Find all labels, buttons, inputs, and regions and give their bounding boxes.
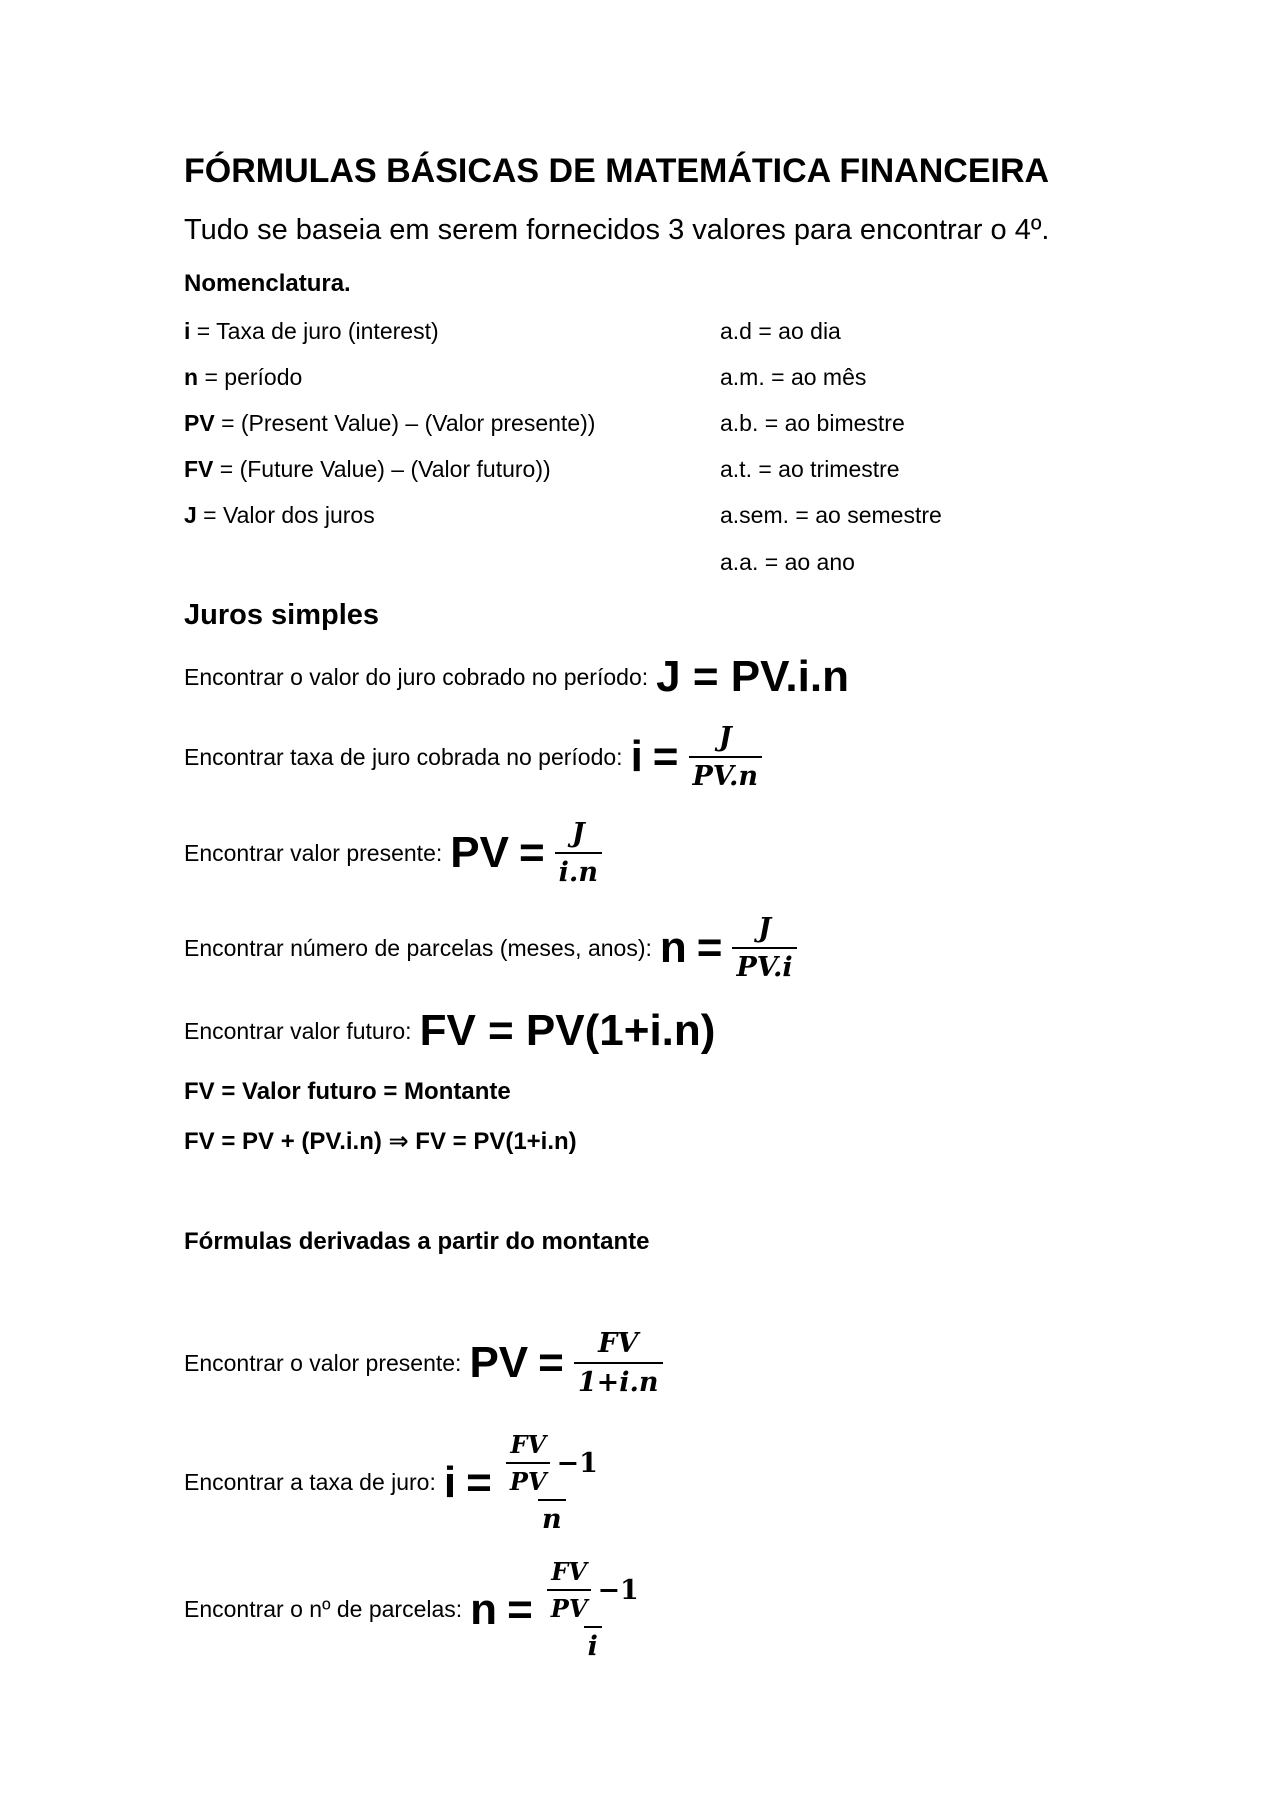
nomenclature-item-n: n = período [184, 364, 303, 390]
montante-derivation: FV = PV + (PV.i.n) ⇒ FV = PV(1+i.n) [184, 1128, 577, 1155]
formula-valor-futuro: Encontrar valor futuro: FV = PV(1+i.n) [184, 1006, 716, 1055]
fraction: $\frac{FV}{PV}$ −1 n [502, 1430, 602, 1535]
formula-juros: Encontrar o valor do juro cobrado no período: J = PV.i.n [184, 652, 849, 701]
period-abbrev-asem: a.sem. = ao semestre [720, 502, 942, 528]
fraction: $\frac{J}{PV.n}$ [689, 722, 763, 792]
nomenclature-item-i: i = Taxa de juro (interest) [184, 318, 439, 344]
simple-interest-heading: Juros simples [184, 599, 380, 631]
derived-formulas-heading: Fórmulas derivadas a partir do montante [184, 1228, 650, 1255]
inner-fraction: $\frac{FV}{PV}$ [506, 1430, 551, 1496]
nomenclature-item-fv: FV = (Future Value) – (Valor futuro)) [184, 456, 551, 482]
intro-text: Tudo se baseia em serem fornecidos 3 valores para encontrar o 4º. [184, 214, 1050, 246]
fraction: $\frac{J}{PV.i}$ [732, 913, 796, 983]
formula-numero-parcelas: Encontrar número de parcelas (meses, anos): n = $\frac{J}{PV.i}$ [184, 913, 797, 983]
period-abbrev-ad: a.d = ao dia [720, 318, 841, 344]
formula-derived-numero-parcelas: Encontrar o nº de parcelas: n = $\frac{FV}{PV}$ −1 i [184, 1557, 643, 1662]
period-abbrev-aa: a.a. = ao ano [720, 549, 855, 575]
nomenclature-item-pv: PV = (Present Value) – (Valor presente)) [184, 410, 596, 436]
inner-fraction: $\frac{FV}{PV}$ [547, 1557, 592, 1623]
formula-derived-valor-presente: Encontrar o valor presente: PV = $\frac{FV}{1+i.n}$ [184, 1328, 663, 1398]
formula-valor-presente: Encontrar valor presente: PV = $\frac{J}{i.n}$ [184, 818, 602, 888]
montante-definition: FV = Valor futuro = Montante [184, 1078, 511, 1105]
nomenclature-item-j: J = Valor dos juros [184, 502, 375, 528]
formula-taxa: Encontrar taxa de juro cobrada no período: i = $\frac{J}{PV.n}$ [184, 722, 762, 792]
nomenclature-heading: Nomenclatura. [184, 270, 351, 297]
period-abbrev-am: a.m. = ao mês [720, 364, 867, 390]
fraction: $\frac{FV}{PV}$ −1 i [543, 1557, 643, 1662]
page-title: FÓRMULAS BÁSICAS DE MATEMÁTICA FINANCEIRA [184, 152, 1050, 190]
fraction: $\frac{J}{i.n}$ [555, 818, 602, 888]
period-abbrev-ab: a.b. = ao bimestre [720, 410, 905, 436]
fraction: $\frac{FV}{1+i.n}$ [574, 1328, 663, 1398]
period-abbrev-at: a.t. = ao trimestre [720, 456, 900, 482]
formula-derived-taxa: Encontrar a taxa de juro: i = $\frac{FV}{PV}$ −1 n [184, 1430, 602, 1535]
